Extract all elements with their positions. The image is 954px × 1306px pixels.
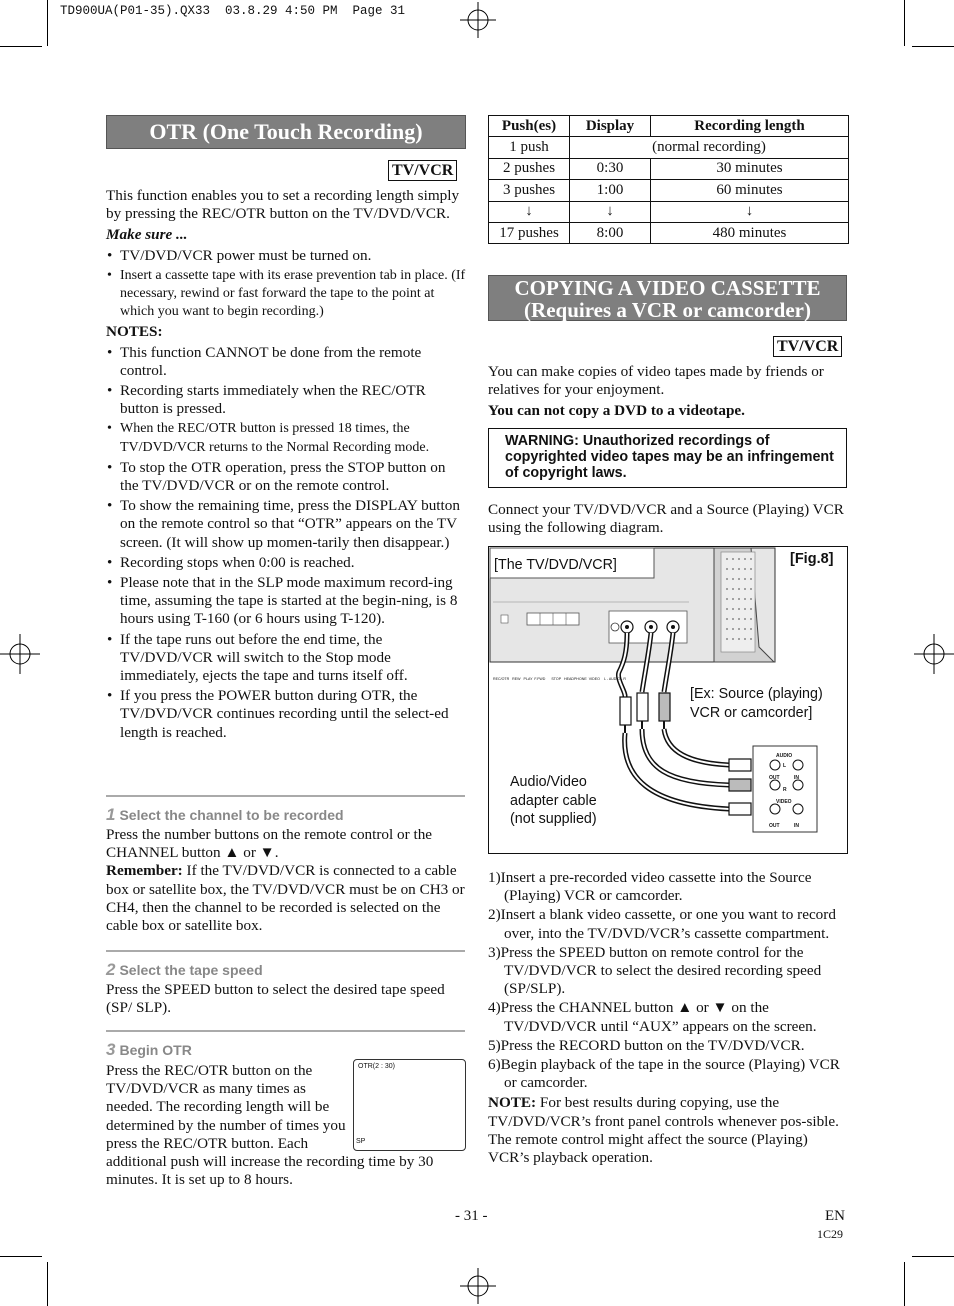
step-1-heading: 1 Select the channel to be recorded <box>106 805 344 824</box>
list-item: • Please note that in the SLP mode maximum record-ing time, assuming the tape is started at the begin-ning, is 8 hours using T-160 (or 6 hours using T-120). <box>106 574 466 629</box>
page-number: - 31 - <box>455 1208 488 1224</box>
jack-video-label: VIDEO <box>776 799 792 805</box>
copy-intro-block <box>488 363 850 421</box>
notes-label: NOTES: <box>106 323 163 341</box>
step-2 <box>106 950 465 1017</box>
crop-mark <box>0 1256 42 1257</box>
copy-steps-block <box>488 869 850 1167</box>
source-vcr-label: [Ex: Source (playing) VCR or camcorder] <box>690 686 823 721</box>
step-3-text-a: Press the REC/OTR button on the TV/DVD/VCR as many times as needed. The recording length will be determined by the number of times you press the REC/OTR button. Each <box>106 1062 346 1152</box>
table-header: Display <box>570 116 651 137</box>
down-arrow-icon: ↓ <box>570 201 651 222</box>
print-header: TD900UA(P01-35).QX33 03.8.29 4:50 PM Page 31 <box>60 4 406 18</box>
tv-dvd-vcr-label: [The TV/DVD/VCR] <box>494 557 617 573</box>
table-cell: 8:00 <box>570 222 651 243</box>
fig-8-label: [Fig.8] <box>790 551 834 567</box>
list-item: • If the tape runs out before the end time, the TV/DVD/VCR will switch to the Stop mode immediately, ejects the tape and turns itself off. <box>106 631 466 686</box>
tv-vcr-badge: TV/VCR <box>773 336 842 357</box>
table-cell: 30 minutes <box>651 158 849 179</box>
table-cell: 0:30 <box>570 158 651 179</box>
crop-mark <box>912 46 954 47</box>
jack-r-label: R <box>783 787 787 793</box>
list-item: • This function CANNOT be done from the remote control. <box>106 344 466 380</box>
list-item: • Recording starts immediately when the REC/OTR button is pressed. <box>106 382 466 418</box>
crop-mark <box>912 1256 954 1257</box>
table-cell: 1 push <box>489 137 570 158</box>
copying-title <box>488 275 847 321</box>
jack-audio-label: AUDIO <box>776 753 793 759</box>
tv-panel-labels: REC/OTR REW PLAY F.FWD STOP HEADPHONE VIDEO L - AUDIO - R <box>493 677 626 681</box>
list-item: • Insert a cassette tape with its erase prevention tab in place. (If necessary, rewind or fast forward the tape to the point at which you want to begin recording.) <box>106 267 466 322</box>
table-row <box>489 222 849 243</box>
doc-code: 1C29 <box>817 1227 844 1241</box>
table-row <box>489 137 849 158</box>
table-cell: 3 pushes <box>489 180 570 201</box>
recording-length-table <box>488 115 849 244</box>
step-3 <box>106 1030 465 1060</box>
tv-vcr-badge: TV/VCR <box>388 160 457 181</box>
copying-title-line-1: COPYING A VIDEO CASSETTE <box>514 276 821 300</box>
make-sure-list <box>106 247 466 322</box>
jack-in-label: IN <box>794 823 799 829</box>
otr-screen-display <box>353 1059 466 1151</box>
list-item: 2)Insert a blank video cassette, or one you want to record over, into the TV/DVD/VCR’s cassette compartment. <box>488 906 836 942</box>
otr-title: OTR (One Touch Recording) <box>106 115 466 149</box>
crop-mark <box>904 0 905 46</box>
crop-mark <box>47 0 48 46</box>
crop-mark <box>904 1262 905 1306</box>
adapter-cable-label: Audio/Video adapter cable (not supplied) <box>510 774 597 827</box>
registration-mark-icon <box>458 2 498 38</box>
make-sure-label: Make sure ... <box>106 226 188 244</box>
registration-mark-icon <box>914 634 954 674</box>
list-item: • To stop the OTR operation, press the STOP button on the TV/DVD/VCR or on the remote control. <box>106 459 466 495</box>
step-3-text-b: additional push will increase the recording time by 30 minutes. It is set up to 8 hours. <box>106 1153 434 1189</box>
step-1-text: Press the number buttons on the remote control or the CHANNEL button ▲ or ▼. <box>106 826 433 862</box>
list-item: 1)Insert a pre-recorded video cassette into the Source (Playing) VCR or camcorder. <box>488 869 812 905</box>
registration-mark-icon <box>458 1268 498 1304</box>
step-1-remember: Remember: If the TV/DVD/VCR is connected to a cable box or satellite box, the TV/DVD/VCR must be on CH3 or CH4, then the channel to be recorded is selected on the cable box or satellite box. <box>106 862 465 935</box>
list-item: • If you press the POWER button during OTR, the TV/DVD/VCR continues recording until the select-ed length is reached. <box>106 687 466 742</box>
crop-mark <box>47 1262 48 1306</box>
otr-intro: This function enables you to set a recording length simply by pressing the REC/OTR button on the TV/DVD/VCR. <box>106 187 460 223</box>
jack-in-label: IN <box>794 775 799 781</box>
table-cell: 480 minutes <box>651 222 849 243</box>
step-2-text: Press the SPEED button to select the desired tape speed (SP/ SLP). <box>106 981 445 1017</box>
list-item: • To show the remaining time, press the DISPLAY button on the remote control so that “OTR” appears on the TV screen. (It will show up momen-tarily then disappear.) <box>106 497 466 552</box>
table-cell: 60 minutes <box>651 180 849 201</box>
list-item: 5)Press the RECORD button on the TV/DVD/VCR. <box>488 1036 805 1054</box>
language-label: EN <box>825 1208 845 1224</box>
step-3-heading: 3 Begin OTR <box>106 1040 192 1059</box>
registration-mark-icon <box>0 634 40 674</box>
list-item: 4)Press the CHANNEL button ▲ or ▼ on the TV/DVD/VCR until “AUX” appears on the screen. <box>488 999 817 1035</box>
otr-body <box>106 187 466 742</box>
otr-screen-top: OTR(2 : 30) <box>358 1063 395 1070</box>
connection-diagram <box>488 546 848 854</box>
list-item: 6)Begin playback of the tape in the source (Playing) VCR or camcorder. <box>488 1056 840 1092</box>
jack-out-label: OUT <box>769 775 780 781</box>
table-cell: 17 pushes <box>489 222 570 243</box>
copy-intro: You can make copies of video tapes made by friends or relatives for your enjoyment. <box>488 363 824 399</box>
copying-title-line-2: (Requires a VCR or camcorder) <box>524 298 811 322</box>
jack-l-label: L <box>783 763 787 769</box>
table-row <box>489 158 849 179</box>
copy-steps-list <box>488 869 850 1092</box>
table-header: Recording length <box>651 116 849 137</box>
down-arrow-icon: ↓ <box>651 201 849 222</box>
step-2-heading: 2 Select the tape speed <box>106 960 263 979</box>
list-item: • Recording stops when 0:00 is reached. <box>106 554 466 572</box>
table-header-row <box>489 116 849 137</box>
table-header: Push(es) <box>489 116 570 137</box>
connect-text: Connect your TV/DVD/VCR and a Source (Playing) VCR using the following diagram. <box>488 501 844 537</box>
copy-note: NOTE: For best results during copying, use the TV/DVD/VCR’s front panel controls whenever pos-sible. The remote control might affect the source (Playing) VCR’s playback operation. <box>488 1094 839 1167</box>
table-cell: 2 pushes <box>489 158 570 179</box>
down-arrow-icon: ↓ <box>489 201 570 222</box>
list-item: • When the REC/OTR button is pressed 18 times, the TV/DVD/VCR returns to the Normal Recording mode. <box>106 420 466 456</box>
table-cell: 1:00 <box>570 180 651 201</box>
table-row <box>489 180 849 201</box>
list-item: 3)Press the SPEED button on remote control for the TV/DVD/VCR to select the desired recording speed (SP/SLP). <box>488 943 822 998</box>
table-row <box>489 201 849 222</box>
list-item: • TV/DVD/VCR power must be turned on. <box>106 247 466 265</box>
step-1 <box>106 795 465 935</box>
table-cell: (normal recording) <box>570 137 849 158</box>
copyright-warning: WARNING: Unauthorized recordings of copyrighted video tapes may be an infringement of copyright laws. <box>488 428 847 488</box>
otr-screen-bottom: SP <box>356 1138 366 1145</box>
no-dvd-copy-note: You can not copy a DVD to a videotape. <box>488 402 745 420</box>
jack-out-label: OUT <box>769 823 780 829</box>
crop-mark <box>0 46 42 47</box>
notes-list <box>106 344 466 742</box>
